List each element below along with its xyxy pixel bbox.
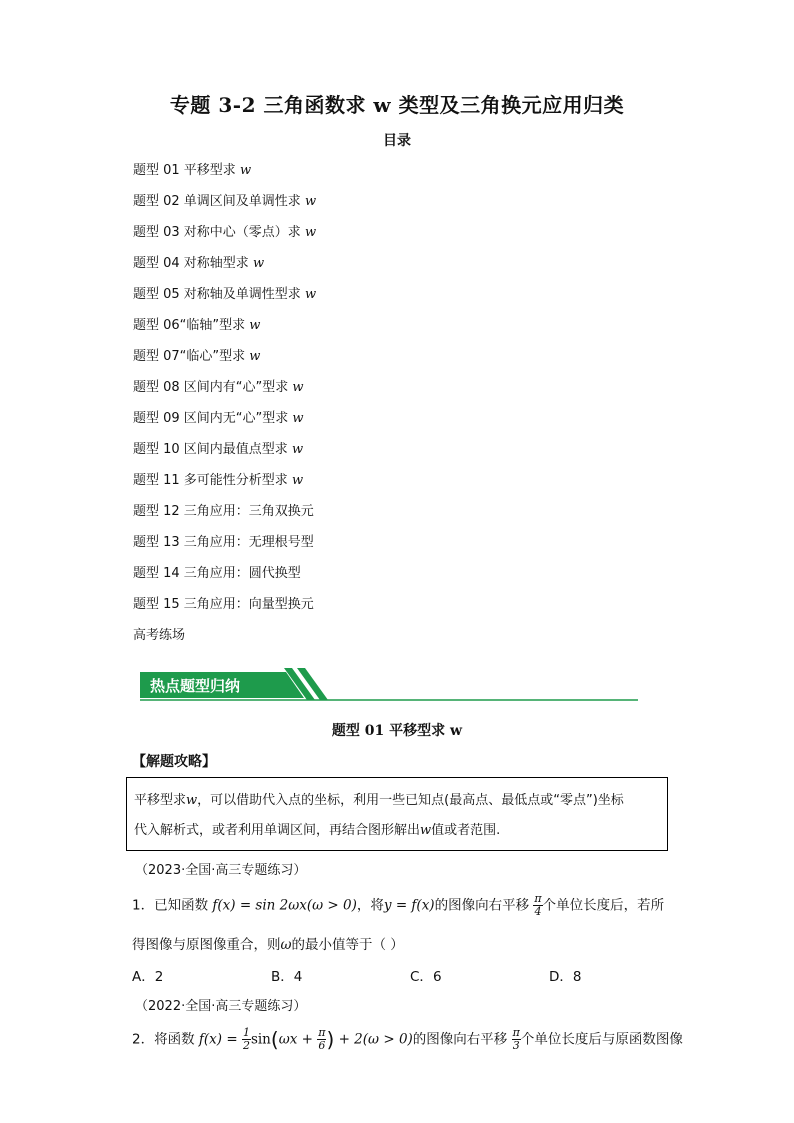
toc-item[interactable]: 题型 09 区间内无“心”型求 w [133, 411, 304, 426]
section-heading: 题型 01 平移型求 w [331, 723, 463, 739]
function-definition: f(x) = sin 2ωx(ω > 0) [212, 897, 357, 914]
toc-item[interactable]: 题型 07“临心”型求 w [133, 349, 261, 364]
fraction-pi-over-4: $\frac{\pi}{4}$ [534, 892, 542, 918]
toc-item[interactable]: 题型 04 对称轴型求 w [133, 256, 265, 271]
toc-item[interactable]: 题型 08 区间内有“心”型求 w [133, 380, 304, 395]
toc-item[interactable]: 题型 13 三角应用：无理根号型 [133, 535, 314, 550]
option-b[interactable]: B．4 [271, 969, 303, 985]
fraction-pi-over-3: $\frac{\pi}{3}$ [512, 1026, 520, 1052]
toc-item[interactable]: 题型 10 区间内最值点型求 w [133, 442, 304, 457]
option-c[interactable]: C．6 [410, 969, 442, 985]
toc-item[interactable]: 题型 06“临轴”型求 w [133, 318, 261, 333]
toc-item[interactable]: 题型 12 三角应用：三角双换元 [133, 504, 314, 519]
fraction-one-half: $\frac{1}{2}$ [242, 1026, 250, 1052]
toc-item[interactable]: 题型 01 平移型求 w [133, 163, 252, 178]
strategy-label: 【解题攻略】 [132, 754, 216, 770]
toc-heading: 目录 [383, 133, 411, 149]
strategy-line: 代入解析式，或者利用单调区间，再结合图形解出w值或者范围. [134, 823, 501, 838]
question-1-line-1: 1．已知函数 f(x) = sin 2ωx(ω > 0)，将y = f(x)的图像向右平移 $\frac{\pi}{4}$ 个单位长度后，若所 [132, 892, 665, 918]
option-d[interactable]: D．8 [549, 969, 582, 985]
toc-item[interactable]: 题型 03 对称中心（零点）求 w [133, 225, 317, 240]
question-source: （2022·全国·高三专题练习） [135, 999, 307, 1014]
fraction-pi-over-6: $\frac{\pi}{6}$ [318, 1026, 326, 1052]
question-2-line-1: 2．将函数 f(x) = $\frac{1}{2}$ sin(ωx + $\frac{\pi}{6}$ ) + 2(ω > 0)的图像向右平移 $\frac{\pi}{3}$ 个单位长度后与原函数图像 [132, 1026, 683, 1052]
toc-item[interactable]: 题型 15 三角应用：向量型换元 [133, 597, 314, 612]
option-a[interactable]: A．2 [132, 969, 164, 985]
toc-item[interactable]: 题型 11 多可能性分析型求 w [133, 473, 304, 488]
toc-item[interactable]: 高考练场 [133, 628, 186, 643]
strategy-line: 平移型求w，可以借助代入点的坐标，利用一些已知点(最高点、最低点或“零点”)坐标 [134, 793, 624, 808]
strategy-box [126, 777, 668, 851]
document-title: 专题 3-2 三角函数求 w 类型及三角换元应用归类 [169, 93, 625, 117]
question-1-line-2: 得图像与原图像重合，则ω的最小值等于（ ） [132, 937, 404, 953]
question-source: （2023·全国·高三专题练习） [135, 863, 307, 878]
toc-item[interactable]: 题型 05 对称轴及单调性型求 w [133, 287, 317, 302]
toc-item[interactable]: 题型 02 单调区间及单调性求 w [133, 194, 317, 209]
toc-item[interactable]: 题型 14 三角应用：圆代换型 [133, 566, 301, 581]
banner-label: 热点题型归纳 [150, 677, 241, 695]
table-of-contents [133, 155, 316, 651]
